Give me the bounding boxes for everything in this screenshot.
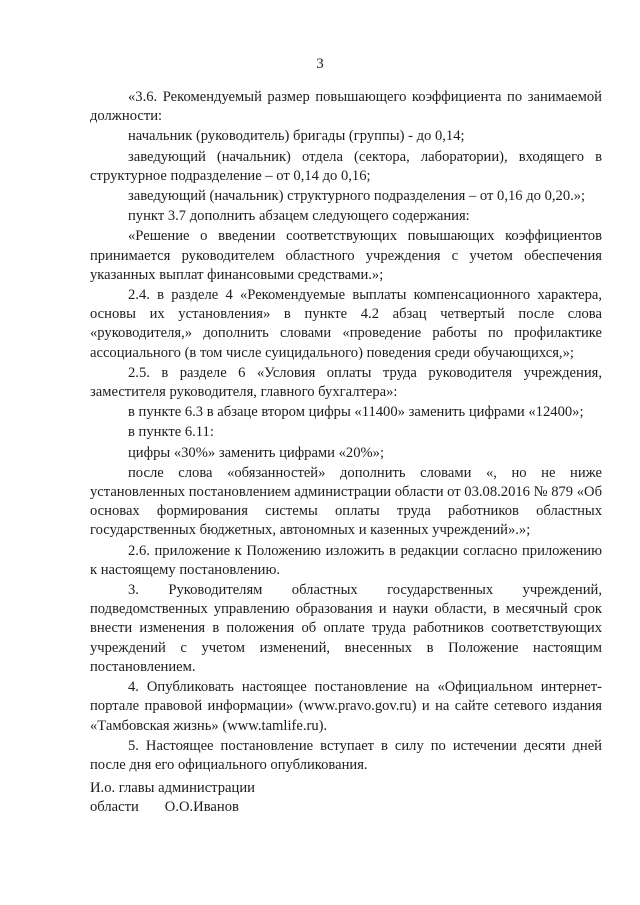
signature-block bbox=[90, 779, 255, 817]
paragraph: 4. Опубликовать настоящее постановление на «Официальном интернет-портале правовой информации» (www.pravo.gov.ru) и на сайте сетевого издания «Тамбовская жизнь» (www.tamlife.ru). bbox=[90, 679, 602, 734]
paragraph: «3.6. Рекомендуемый размер повышающего коэффициента по занимаемой должности: bbox=[90, 89, 602, 125]
paragraph: 3. Руководителям областных государственных учреждений, подведомственных управлению образования и науки области, в месячный срок внести изменения в положения об оплате труда работников соответствующих учреждений с учетом изменений, внесенных в Положение настоящим постановлением. bbox=[90, 582, 602, 675]
signature-position: И.о. главы администрации bbox=[90, 780, 255, 796]
page-number: 3 bbox=[316, 56, 324, 72]
signature-position-region: области bbox=[90, 799, 139, 815]
signatory-name: О.О.Иванов bbox=[164, 799, 239, 815]
paragraph: цифры «30%» заменить цифрами «20%»; bbox=[128, 444, 385, 461]
paragraph: 2.4. в разделе 4 «Рекомендуемые выплаты компенсационного характера, основы их установления» в пункте 4.2 абзац четвертый после слова «руководителя,» дополнить словами «проведение работы по профилактике ассоциального (в том числе суицидального) поведения среди обучающихся,»; bbox=[90, 287, 602, 361]
paragraph: 2.6. приложение к Положению изложить в редакции согласно приложению к настоящему постановлению. bbox=[90, 542, 602, 578]
paragraph: в пункте 6.3 в абзаце втором цифры «11400» заменить цифрами «12400»; bbox=[128, 404, 584, 421]
document-body bbox=[90, 88, 602, 776]
paragraph: «Решение о введении соответствующих повышающих коэффициентов принимается руководителем областного учреждения с учетом обеспечения указанных выплат финансовыми средствами.»; bbox=[90, 228, 602, 283]
paragraph: 2.5. в разделе 6 «Условия оплаты труда руководителя учреждения, заместителя руководителя, главного бухгалтера»: bbox=[90, 364, 602, 401]
paragraph: заведующий (начальник) структурного подразделения – от 0,16 до 0,20.»; bbox=[128, 188, 586, 205]
signature-line-2 bbox=[90, 798, 255, 817]
paragraph: в пункте 6.11: bbox=[128, 424, 214, 441]
paragraph: начальник (руководитель) бригады (группы) - до 0,14; bbox=[128, 128, 465, 145]
paragraph: пункт 3.7 дополнить абзацем следующего содержания: bbox=[128, 208, 470, 225]
paragraph: 5. Настоящее постановление вступает в силу по истечении десяти дней после дня его официального опубликования. bbox=[90, 737, 602, 773]
paragraph: заведующий (начальник) отдела (сектора, лаборатории), входящего в структурное подразделение – от 0,14 до 0,16; bbox=[90, 148, 602, 184]
paragraph: после слова «обязанностей» дополнить словами «, но не ниже установленных постановлением администрации области от 03.08.2016 № 879 «Об основах формирования системы оплаты труда работников областных государственных бюджетных, автономных и казенных учреждений».»; bbox=[90, 464, 602, 539]
